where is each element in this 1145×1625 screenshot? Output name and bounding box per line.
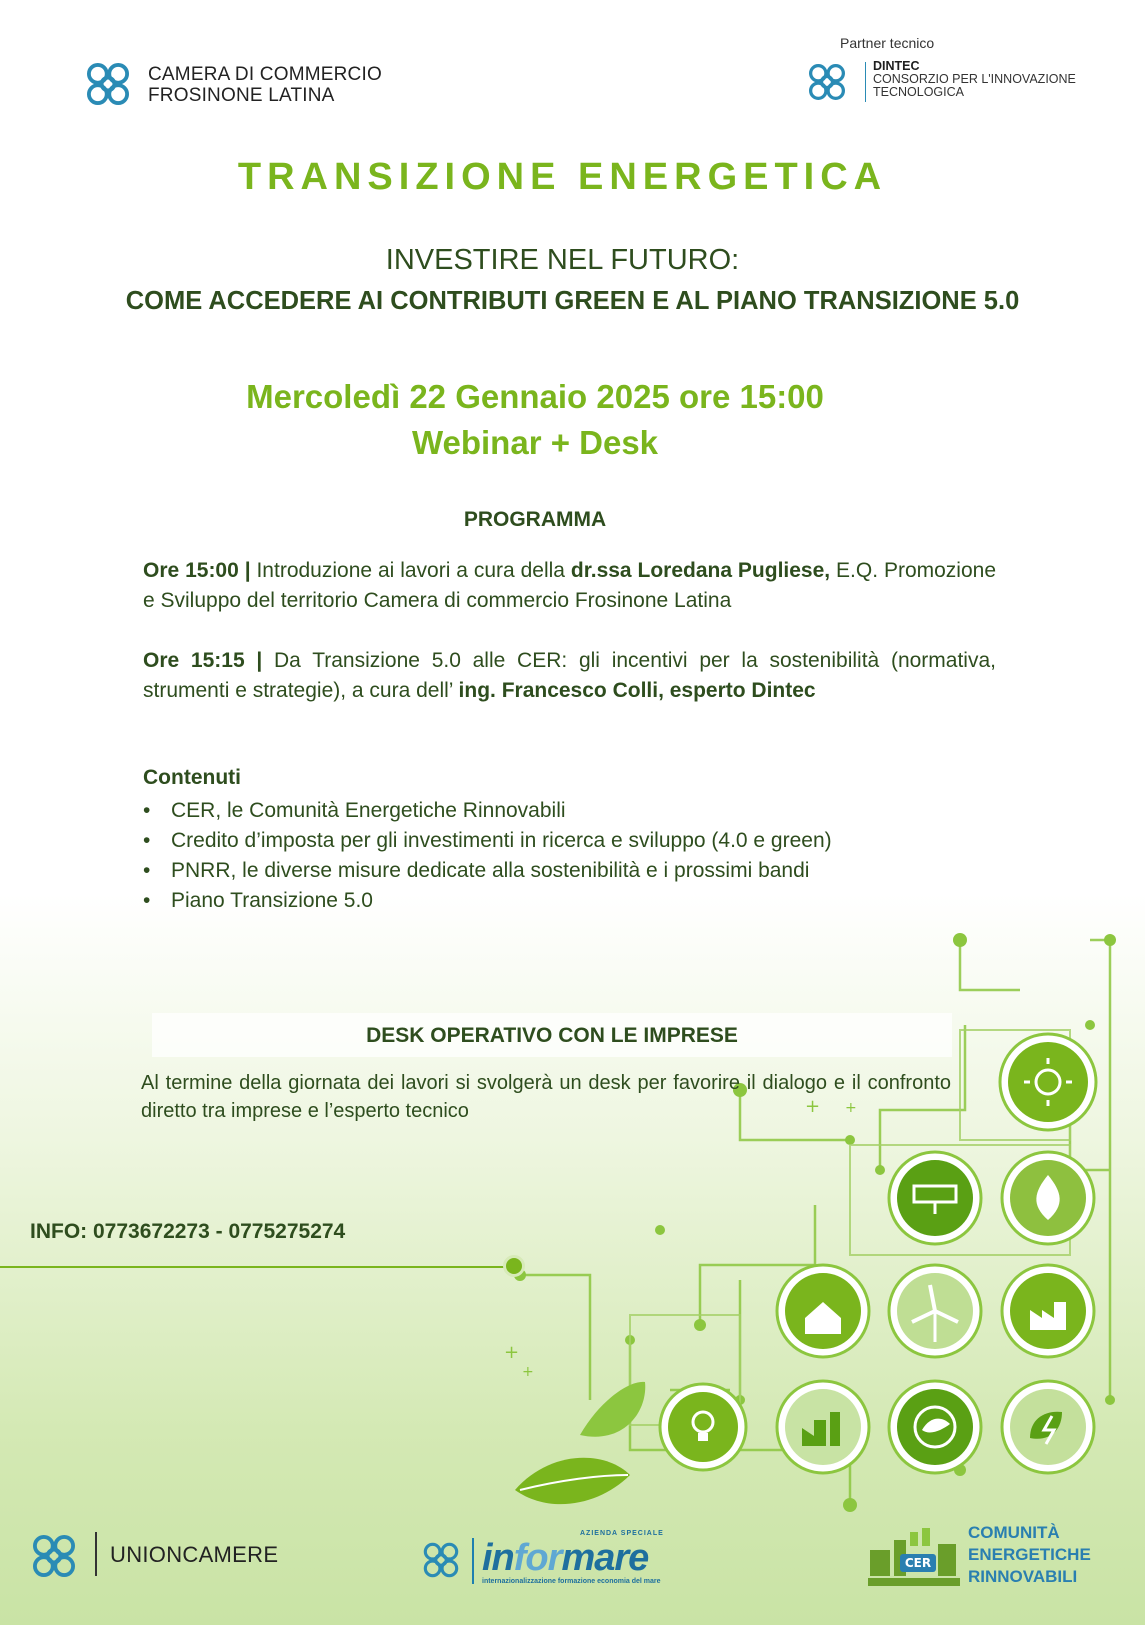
desk-title: DESK OPERATIVO CON LE IMPRESE <box>366 1024 738 1047</box>
camera-commercio-logo-icon <box>80 56 136 112</box>
svg-text:+: + <box>805 1096 821 1117</box>
agenda-speaker: ing. Francesco Colli, esperto Dintec <box>458 679 816 702</box>
list-item: • CER, le Comunità Energetiche Rinnovabili <box>143 796 832 826</box>
svg-text:+: + <box>845 1100 857 1116</box>
informare-tagline: internazionalizzazione formazione economia del mare <box>482 1578 661 1585</box>
cer-line2: ENERGETICHE <box>968 1545 1091 1564</box>
flame-icon <box>1002 1152 1094 1244</box>
informare-divider <box>472 1538 474 1584</box>
svg-text:+: + <box>504 1342 520 1363</box>
list-item: • PNRR, le diverse misure dedicate alla sostenibilità e i prossimi bandi <box>143 856 832 886</box>
agenda-time: Ore 15:15 | <box>143 649 263 672</box>
unioncamere-label: UNIONCAMERE <box>110 1542 279 1567</box>
informare-top-label: AZIENDA SPECIALE <box>580 1530 664 1537</box>
energy-leaf-icon <box>1002 1381 1094 1473</box>
camera-line2: FROSINONE LATINA <box>148 85 335 106</box>
agenda-time: Ore 15:00 | <box>143 559 251 582</box>
informare-logo-text <box>482 1537 648 1580</box>
earth-leaf-icon <box>889 1381 981 1473</box>
agenda-speaker: dr.ssa Loredana Pugliese, <box>570 559 831 582</box>
desk-description: Al termine della giornata dei lavori si svolgerà un desk per favorire il dialogo e il confronto diretto tra imprese e l’esperto tecnico <box>141 1072 951 1122</box>
dintec-logo-text <box>873 60 1076 99</box>
svg-text:+: + <box>522 1364 534 1380</box>
list-item: • Piano Transizione 5.0 <box>143 886 832 916</box>
lightbulb-icon <box>660 1384 746 1470</box>
agenda-text: E.Q. Promozione e Sviluppo del territorio Camera di commercio Frosinone Latina <box>143 559 997 612</box>
info-phone: INFO: 0773672273 - 0775275274 <box>30 1220 346 1243</box>
informare-part3: mare <box>561 1537 649 1579</box>
contenuti-title: Contenuti <box>143 766 241 789</box>
agenda-item-2 <box>143 646 996 706</box>
agenda-item-1 <box>143 556 996 616</box>
dintec-name: DINTEC <box>873 59 920 73</box>
factory-icon <box>1002 1265 1094 1357</box>
power-plant-icon <box>777 1381 869 1473</box>
cer-line1: COMUNITÀ <box>968 1523 1060 1542</box>
house-leaf-icon <box>777 1265 869 1357</box>
unioncamere-divider <box>95 1532 97 1576</box>
cer-line3: RINNOVABILI <box>968 1567 1078 1586</box>
programma-title: PROGRAMMA <box>463 508 607 531</box>
partner-label: Partner tecnico <box>840 35 935 51</box>
info-line <box>0 1266 510 1268</box>
contenuti-list <box>143 796 832 916</box>
wind-turbine-icon <box>889 1265 981 1357</box>
info-dot <box>503 1255 525 1277</box>
cer-badge: CER <box>904 1556 932 1570</box>
camera-line1: CAMERA DI COMMERCIO <box>148 64 382 85</box>
subtitle-line2: COME ACCEDERE AI CONTRIBUTI GREEN E AL PIANO TRANSIZIONE 5.0 <box>125 287 1020 315</box>
main-title: TRANSIZIONE ENERGETICA <box>237 156 888 198</box>
sun-icon <box>1000 1034 1096 1130</box>
dintec-line2: TECNOLOGICA <box>873 85 964 99</box>
cer-logo-icon <box>866 1520 962 1590</box>
agenda-text: Introduzione ai lavori a cura della <box>250 559 571 582</box>
unioncamere-logo-icon <box>26 1528 82 1584</box>
informare-part2: for <box>513 1537 562 1579</box>
event-format: Webinar + Desk <box>411 424 659 461</box>
informare-knot-icon <box>418 1537 464 1583</box>
dintec-divider <box>865 62 866 102</box>
solar-panel-icon <box>889 1152 981 1244</box>
leaf-decoration <box>515 1382 645 1504</box>
cer-label <box>968 1522 1091 1588</box>
event-date: Mercoledì 22 Gennaio 2025 ore 15:00 <box>246 378 824 415</box>
dintec-line1: CONSORZIO PER L'INNOVAZIONE <box>873 72 1076 86</box>
subtitle-line1: INVESTIRE NEL FUTURO: <box>385 244 740 276</box>
list-item: • Credito d’imposta per gli investimenti in ricerca e sviluppo (4.0 e green) <box>143 826 832 856</box>
informare-part1: in <box>482 1537 514 1579</box>
agenda-text: Da Transizione 5.0 alle CER: gli incentivi per la sostenibilità (normativa, strumenti e strategie), a cura dell’ <box>143 649 996 702</box>
dintec-logo-icon <box>803 58 851 106</box>
camera-commercio-logo-text <box>148 64 382 106</box>
